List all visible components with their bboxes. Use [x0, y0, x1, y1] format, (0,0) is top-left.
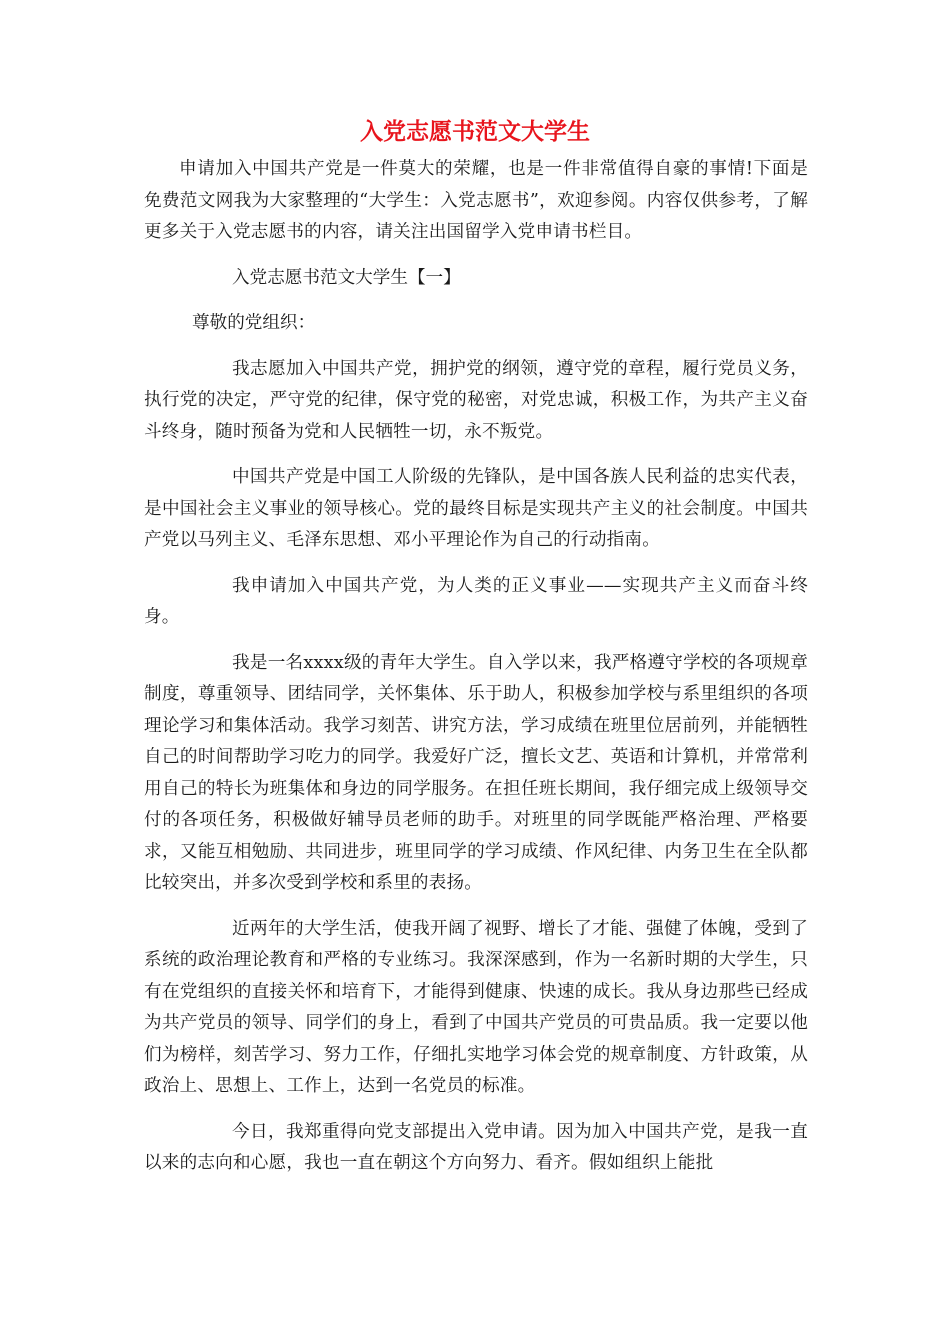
document-body: [144, 154, 808, 1180]
document-title: 入党志愿书范文大学生: [360, 119, 590, 145]
salutation: 尊敬的党组织：: [192, 313, 316, 333]
section-heading: 入党志愿书范文大学生【一】: [232, 267, 461, 288]
body-paragraph-5: 近两年的大学生活，使我开阔了视野、增长了才能、强健了体魄，受到了系统的政治理论教育和严格的专业练习。我深深感到，作为一名新时期的大学生，只有在党组织的直接关怀和培育下，才能得到健康、快速的成长。我从身边那些已经成为共产党员的领导、同学们的身上，看到了中国共产党员的可贵品质。我一定要以他们为榜样，刻苦学习、努力工作，仔细扎实地学习体会党的规章制度、方针政策，从政治上、思想上、工作上，达到一名党员的标准。: [144, 918, 808, 1096]
body-paragraph-4: 我是一名xxxx级的青年大学生。自入学以来，我严格遵守学校的各项规章制度，尊重领导、团结同学，关怀集体、乐于助人，积极参加学校与系里组织的各项理论学习和集体活动。我学习刻苦、讲究方法，学习成绩在班里位居前列，并能牺牲自己的时间帮助学习吃力的同学。我爱好广泛，擅长文艺、英语和计算机，并常常利用自己的特长为班集体和身边的同学服务。在担任班长期间，我仔细完成上级领导交付的各项任务，积极做好辅导员老师的助手。对班里的同学既能严格治理、严格要求，又能互相勉励、共同进步，班里同学的学习成绩、作风纪律、内务卫生在全队都比较突出，并多次受到学校和系里的表扬。: [144, 652, 808, 893]
body-paragraph-1: 我志愿加入中国共产党，拥护党的纲领，遵守党的章程，履行党员义务，执行党的决定，严守党的纪律，保守党的秘密，对党忠诚，积极工作，为共产主义奋斗终身，随时预备为党和人民牺牲一切，永不叛党。: [144, 358, 808, 442]
body-paragraph-6: 今日，我郑重得向党支部提出入党申请。因为加入中国共产党，是我一直以来的志向和心愿，我也一直在朝这个方向努力、看齐。假如组织上能批: [144, 1121, 808, 1173]
intro-paragraph: 申请加入中国共产党是一件莫大的荣耀，也是一件非常值得自豪的事情!下面是免费范文网我为大家整理的“大学生：入党志愿书”，欢迎参阅。内容仅供参考，了解更多关于入党志愿书的内容，请关注出国留学入党申请书栏目。: [144, 159, 808, 242]
body-paragraph-2: 中国共产党是中国工人阶级的先锋队，是中国各族人民利益的忠实代表，是中国社会主义事业的领导核心。党的最终目标是实现共产主义的社会制度。中国共产党以马列主义、毛泽东思想、邓小平理论作为自己的行动指南。: [144, 467, 808, 550]
body-paragraph-3: 我申请加入中国共产党，为人类的正义事业——实现共产主义而奋斗终身。: [144, 575, 808, 627]
